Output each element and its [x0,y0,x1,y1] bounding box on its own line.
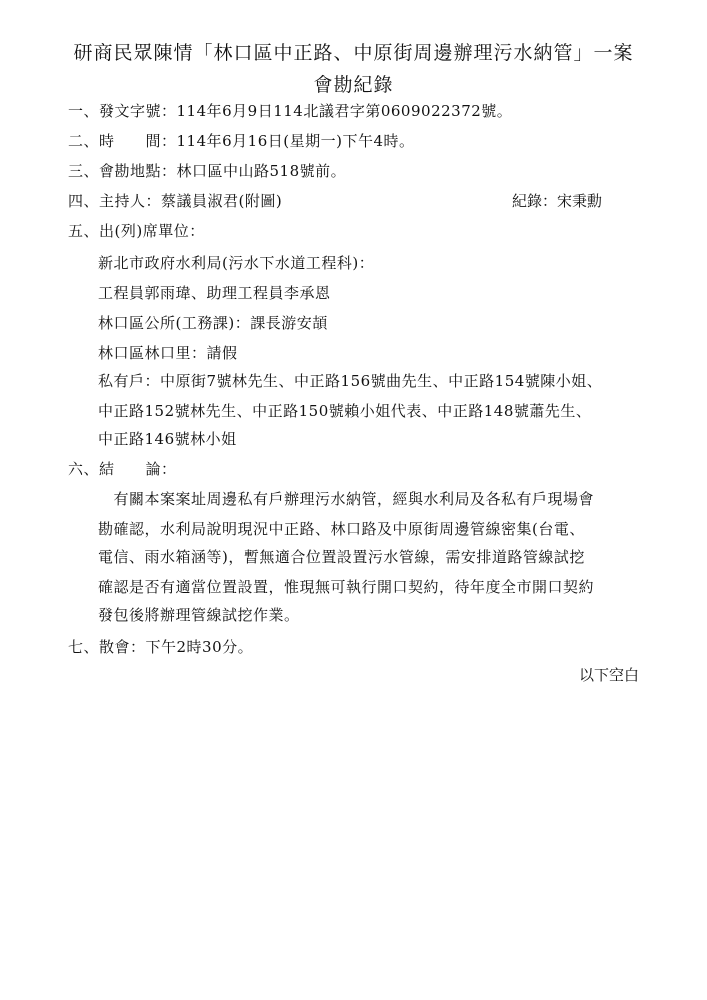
conclusion-line: 有關本案案址周邊私有戶辦理污水納管，經與水利局及各私有戶現場會 [98,490,595,508]
attendee-line: 工程員郭雨瑋、助理工程員李承恩 [98,284,331,302]
item-time: 二、時 間：114年6月16日(星期一)下午4時。 [68,132,415,150]
conclusion-line: 勘確認，水利局說明現況中正路、林口路及中原街周邊管線密集(台電、 [98,520,585,538]
attendee-line: 私有戶：中原街7號林先生、中正路156號曲先生、中正路154號陳小姐、 [98,372,603,390]
item-place: 三、會勘地點：林口區中山路518號前。 [68,162,347,180]
conclusion-line: 電信、雨水箱涵等)，暫無適合位置設置污水管線，需安排道路管線試挖 [98,548,585,566]
attendee-line: 新北市政府水利局(污水下水道工程科)： [98,254,375,272]
item-conclusion-heading: 六、結 論： [68,460,177,478]
item-adjourn: 七、散會：下午2時30分。 [68,638,254,656]
item-host: 四、主持人：蔡議員淑君(附圖) [68,192,283,210]
conclusion-line: 發包後將辦理管線試挖作業。 [98,606,300,624]
conclusion-line: 確認是否有適當位置設置，惟現無可執行開口契約，待年度全市開口契約 [98,578,595,596]
attendee-line: 林口區公所(工務課)：課長游安頡 [98,314,328,332]
document-subtitle: 會勘紀錄 [313,74,394,96]
attendee-line: 中正路146號林小姐 [98,430,237,448]
attendee-line: 林口區林口里：請假 [98,344,238,362]
document-title: 研商民眾陳情「林口區中正路、中原街周邊辦理污水納管」一案 [73,42,634,64]
blank-below-note: 以下空白 [578,666,639,684]
attendee-line: 中正路152號林先生、中正路150號賴小姐代表、中正路148號蕭先生、 [98,402,592,420]
item-recorder: 紀錄：宋秉勳 [512,192,603,210]
item-attendees-heading: 五、出(列)席單位： [68,222,205,240]
item-doc-number: 一、發文字號：114年6月9日114北議君字第0609022372號。 [68,102,513,120]
